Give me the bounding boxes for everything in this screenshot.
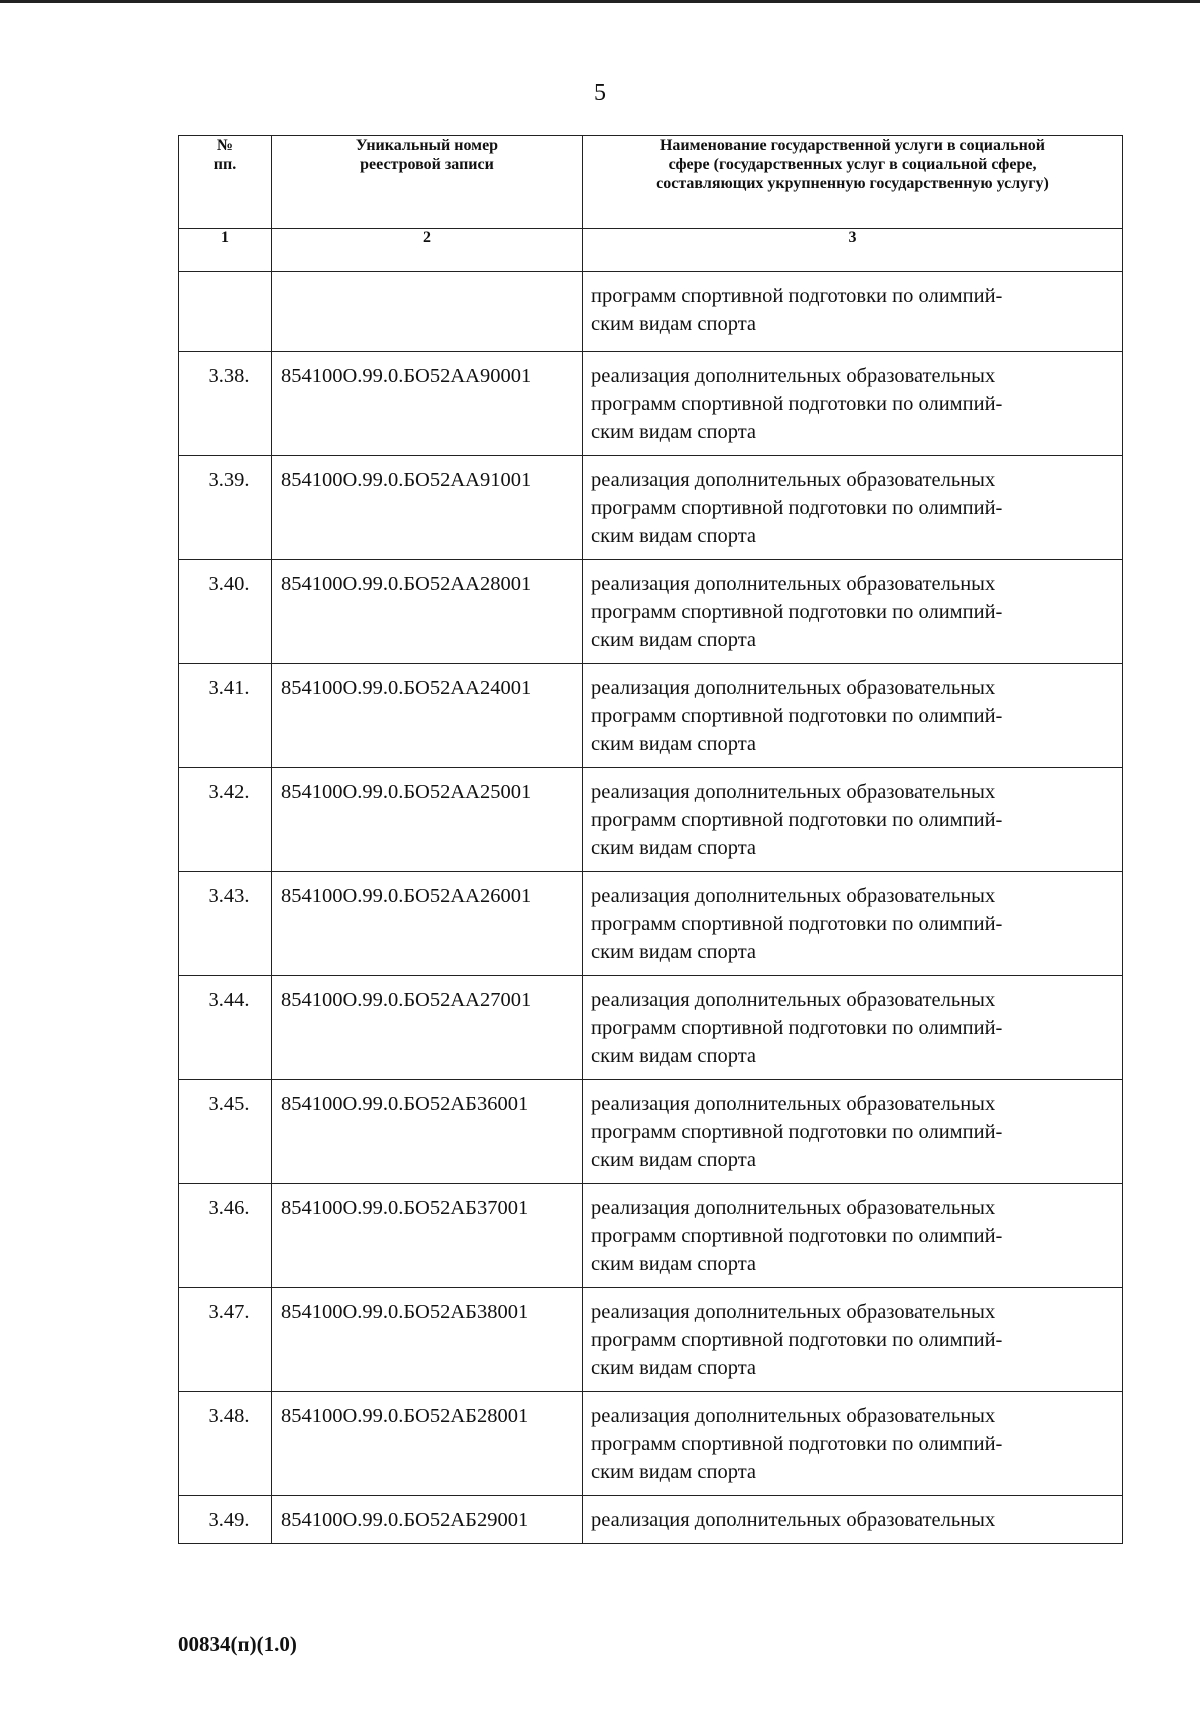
service-name-line: ским видам спорта bbox=[591, 837, 757, 859]
document-code: 00834(п)(1.0) bbox=[178, 1632, 297, 1656]
service-name-line: реализация дополнительных образовательных bbox=[591, 573, 996, 595]
registry-code: 854100О.99.0.БО52АБ38001 bbox=[272, 1288, 583, 1392]
service-name-line: ским видам спорта bbox=[591, 1045, 757, 1067]
registry-code: 854100О.99.0.БО52АБ29001 bbox=[272, 1496, 583, 1544]
service-name-line: реализация дополнительных образовательных bbox=[591, 677, 996, 699]
row-number: 3.39. bbox=[179, 456, 272, 560]
table-row bbox=[179, 768, 1123, 872]
row-number: 3.42. bbox=[179, 768, 272, 872]
table-body bbox=[179, 272, 1123, 1544]
service-name-line: реализация дополнительных образовательных bbox=[591, 1509, 996, 1531]
row-number: 3.41. bbox=[179, 664, 272, 768]
scan-top-border bbox=[0, 0, 1200, 3]
service-name bbox=[583, 1392, 1123, 1496]
registry-code: 854100О.99.0.БО52АБ36001 bbox=[272, 1080, 583, 1184]
service-name-line: ским видам спорта bbox=[591, 313, 757, 335]
table-row-continuation bbox=[179, 272, 1123, 352]
service-name-line: программ спортивной подготовки по олимпий- bbox=[591, 913, 1003, 935]
service-name-line: ским видам спорта bbox=[591, 1461, 757, 1483]
service-name-line: программ спортивной подготовки по олимпий- bbox=[591, 497, 1003, 519]
service-name-line: программ спортивной подготовки по олимпий- bbox=[591, 393, 1003, 415]
service-name bbox=[583, 560, 1123, 664]
table-row bbox=[179, 1392, 1123, 1496]
service-name-line: программ спортивной подготовки по олимпий- bbox=[591, 1329, 1003, 1351]
service-name bbox=[583, 1184, 1123, 1288]
registry-code: 854100О.99.0.БО52АБ28001 bbox=[272, 1392, 583, 1496]
table-row bbox=[179, 1288, 1123, 1392]
header-service-name bbox=[583, 136, 1123, 229]
service-name-line: ским видам спорта bbox=[591, 1357, 757, 1379]
table-header-row bbox=[179, 136, 1123, 229]
service-name-line: программ спортивной подготовки по олимпий- bbox=[591, 601, 1003, 623]
service-name-line: ским видам спорта bbox=[591, 525, 757, 547]
service-name-line: программ спортивной подготовки по олимпий- bbox=[591, 705, 1003, 727]
registry-code: 854100О.99.0.БО52АА24001 bbox=[272, 664, 583, 768]
row-number: 3.49. bbox=[179, 1496, 272, 1544]
service-name bbox=[583, 1080, 1123, 1184]
table-row bbox=[179, 1496, 1123, 1544]
row-number: 3.44. bbox=[179, 976, 272, 1080]
service-name-line: реализация дополнительных образовательных bbox=[591, 781, 996, 803]
service-name-line: ским видам спорта bbox=[591, 421, 757, 443]
row-number: 3.45. bbox=[179, 1080, 272, 1184]
service-name-line: реализация дополнительных образовательных bbox=[591, 1301, 996, 1323]
header-registry-number-label: Уникальный номер реестровой записи bbox=[355, 137, 499, 173]
service-name bbox=[583, 872, 1123, 976]
service-name-line: реализация дополнительных образовательных bbox=[591, 1197, 996, 1219]
page-number: 5 bbox=[594, 80, 606, 106]
service-name bbox=[583, 768, 1123, 872]
service-name bbox=[583, 976, 1123, 1080]
service-name-line: ским видам спорта bbox=[591, 941, 757, 963]
table-row bbox=[179, 560, 1123, 664]
column-number-row bbox=[179, 229, 1123, 272]
registry-code: 854100О.99.0.БО52АА27001 bbox=[272, 976, 583, 1080]
header-service-name-label: Наименование государственной услуги в социальной сфере (государственных услуг в социальной сфере, составляющих укрупненную государственную услугу) bbox=[656, 137, 1049, 192]
service-name-line: реализация дополнительных образовательных bbox=[591, 1405, 996, 1427]
table-row bbox=[179, 1184, 1123, 1288]
registry-code: 854100О.99.0.БО52АА91001 bbox=[272, 456, 583, 560]
header-registry-number bbox=[272, 136, 583, 229]
service-name-line: ским видам спорта bbox=[591, 1253, 757, 1275]
registry-table bbox=[178, 135, 1123, 1544]
service-name bbox=[583, 1288, 1123, 1392]
registry-code: 854100О.99.0.БО52АА28001 bbox=[272, 560, 583, 664]
row-number: 3.48. bbox=[179, 1392, 272, 1496]
registry-code: 854100О.99.0.БО52АА26001 bbox=[272, 872, 583, 976]
service-name-line: реализация дополнительных образовательных bbox=[591, 885, 996, 907]
column-number: 3 bbox=[583, 229, 1123, 272]
registry-code: 854100О.99.0.БО52АБ37001 bbox=[272, 1184, 583, 1288]
service-name-line: ским видам спорта bbox=[591, 1149, 757, 1171]
table-row bbox=[179, 976, 1123, 1080]
service-name bbox=[583, 1496, 1123, 1544]
row-number: 3.43. bbox=[179, 872, 272, 976]
registry-code bbox=[272, 272, 583, 352]
table-row bbox=[179, 872, 1123, 976]
row-number: 3.38. bbox=[179, 352, 272, 456]
header-number bbox=[179, 136, 272, 229]
header-number-label: № пп. bbox=[213, 137, 237, 173]
column-number: 2 bbox=[272, 229, 583, 272]
table-row bbox=[179, 664, 1123, 768]
row-number: 3.46. bbox=[179, 1184, 272, 1288]
service-name-line: программ спортивной подготовки по олимпий- bbox=[591, 809, 1003, 831]
service-name bbox=[583, 352, 1123, 456]
service-name-line: программ спортивной подготовки по олимпий- bbox=[591, 285, 1003, 307]
table-row bbox=[179, 456, 1123, 560]
service-name bbox=[583, 456, 1123, 560]
service-name-line: программ спортивной подготовки по олимпий- bbox=[591, 1225, 1003, 1247]
service-name-line: программ спортивной подготовки по олимпий- bbox=[591, 1121, 1003, 1143]
service-name bbox=[583, 664, 1123, 768]
row-number: 3.47. bbox=[179, 1288, 272, 1392]
column-number: 1 bbox=[179, 229, 272, 272]
table-row bbox=[179, 1080, 1123, 1184]
service-name bbox=[583, 272, 1123, 352]
table-row bbox=[179, 352, 1123, 456]
registry-code: 854100О.99.0.БО52АА90001 bbox=[272, 352, 583, 456]
row-number: 3.40. bbox=[179, 560, 272, 664]
service-name-line: реализация дополнительных образовательных bbox=[591, 989, 996, 1011]
registry-code: 854100О.99.0.БО52АА25001 bbox=[272, 768, 583, 872]
service-name-line: ским видам спорта bbox=[591, 733, 757, 755]
row-number bbox=[179, 272, 272, 352]
service-name-line: реализация дополнительных образовательных bbox=[591, 1093, 996, 1115]
service-name-line: реализация дополнительных образовательных bbox=[591, 469, 996, 491]
service-name-line: ским видам спорта bbox=[591, 629, 757, 651]
service-name-line: реализация дополнительных образовательных bbox=[591, 365, 996, 387]
service-name-line: программ спортивной подготовки по олимпий- bbox=[591, 1433, 1003, 1455]
service-name-line: программ спортивной подготовки по олимпий- bbox=[591, 1017, 1003, 1039]
